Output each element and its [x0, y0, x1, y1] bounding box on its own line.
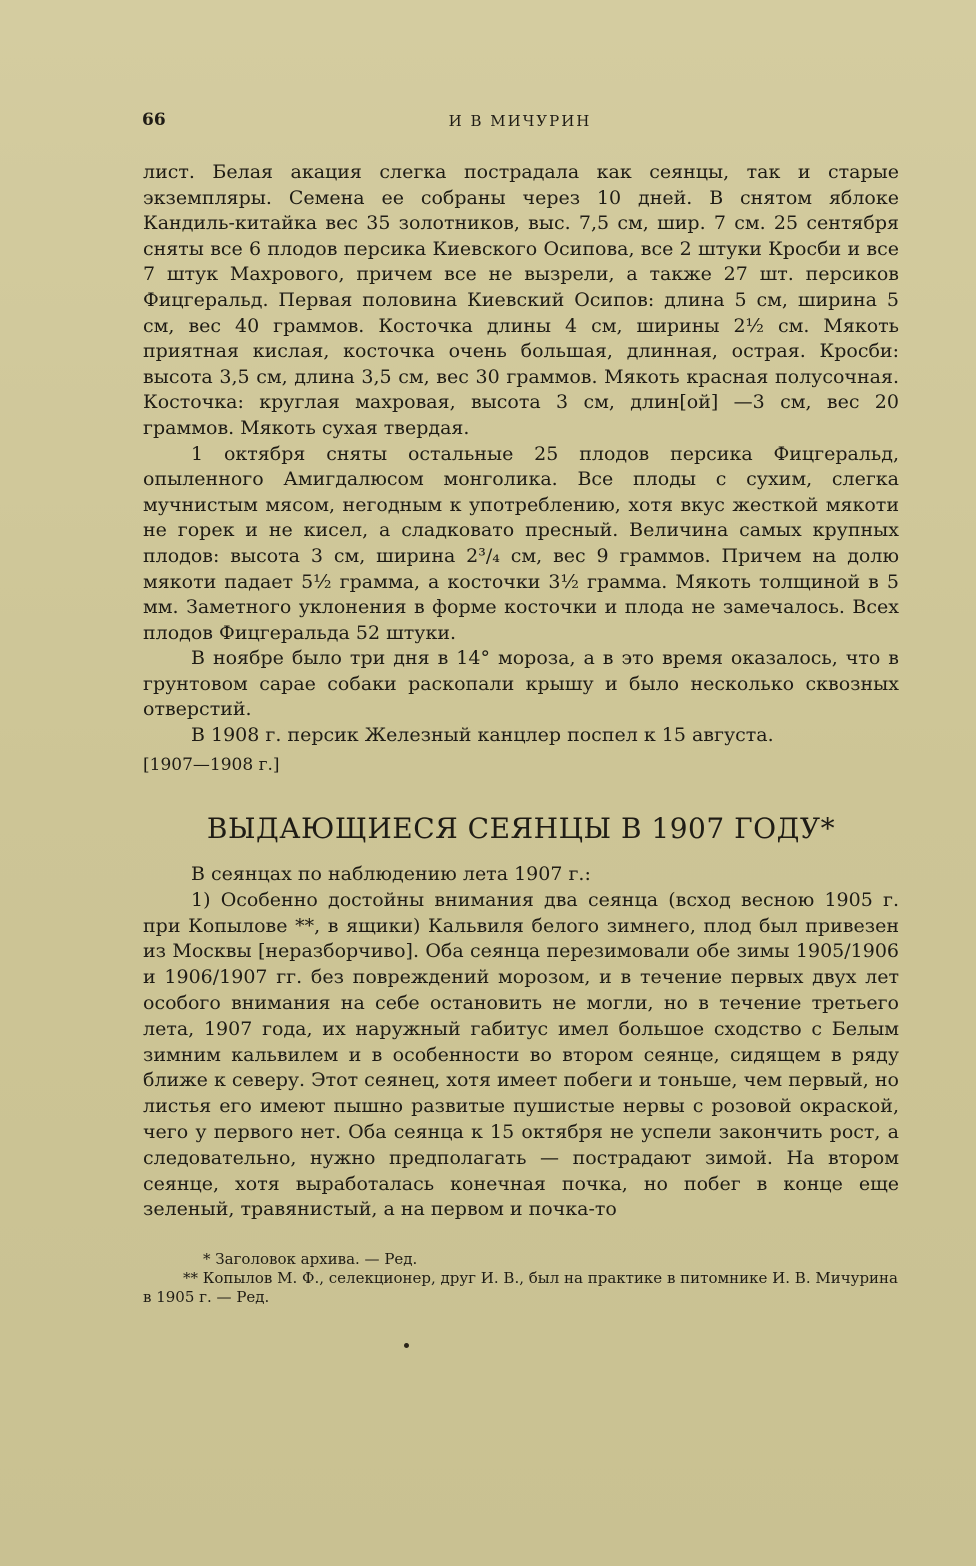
section-title: ВЫДАЮЩИЕСЯ СЕЯНЦЫ В 1907 ГОДУ*: [206, 812, 836, 845]
paragraph: лист. Белая акация слегка пострадала как сеянцы, так и старые экземпляры. Семена ее собраны через 10 дней. В снятом яблоке Кандиль-китайка вес 35 золотников, выс. 7,5 см, шир. 7 см. 25 сентября сняты все 6 плодов персика Киевского Осипова, все 2 штуки Кросби и все 7 штук Махрового, причем все не вызрели, а также 27 шт. персиков Фицгеральд. Первая половина Киевский Осипов: длина 5 см, ширина 5 см, вес 40 граммов. Косточка длины 4 см, ширины 2½ см. Мякоть приятная кислая, косточка очень большая, длинная, острая. Кросби: высота 3,5 см, длина 3,5 см, вес 30 граммов. Мякоть красная полусочная. Косточка: круглая махровая, высота 3 см, длин[ой] —3 см, вес 20 граммов. Мякоть сухая твердая.: [143, 161, 899, 439]
text-block-2: [143, 862, 899, 1223]
footnote: ** Копылов М. Ф., селекционер, друг И. В., был на практике в питомнике И. В. Мичурина в 1905 г. — Ред.: [143, 1269, 898, 1306]
page-number: 66: [142, 110, 166, 130]
paragraph: В 1908 г. персик Железный канцлер поспел к 15 августа.: [191, 724, 774, 747]
page-header: [140, 110, 900, 140]
paragraph: 1 октября сняты остальные 25 плодов персика Фицгеральд, опыленного Амигдалюсом монголика. Все плоды с сухим, слегка мучнистым мясом, негодным к употреблению, хотя вкус жесткой мякоти не горек и не кисел, а сладковато пресный. Величина самых крупных плодов: высота 3 см, ширина 2³/₄ см, вес 9 граммов. Причем на долю мякоти падает 5½ грамма, а косточки 3½ грамма. Мякоть толщиной в 5 мм. Заметного уклонения в форме косточки и плода не замечалось. Всех плодов Фицгеральда 52 штуки.: [143, 442, 899, 644]
text-block-1: [143, 160, 899, 778]
footnotes: [143, 1250, 899, 1307]
paragraph: В сеянцах по наблюдению лета 1907 г.:: [191, 863, 591, 885]
paragraph: 1) Особенно достойны внимания два сеянца (всход весною 1905 г. при Копылове **, в ящики) Кальвиля белого зимнего, плод был привезен из Москвы [неразборчиво]. Оба сеянца перезимовали обе зимы 1905/1906 и 1906/1907 гг. без повреждений морозом, и в течение первых двух лет особого внимания на себе остановить не могли, но в течение третьего лета, 1907 года, их наружный габитус имел большое сходство с Белым зимним кальвилем и в особенности во втором сеянце, сидящем в ряду ближе к северу. Этот сеянец, хотя имеет побеги и тоньше, чем первый, но листья его имеют пышно развитые пушистые нервы с розовой окраской, чего у первого нет. Оба сеянца к 15 октября не успели закончить рост, а следовательно, нужно предполагать — пострадают зимой. На втором сеянце, хотя выработалась конечная почка, но побег в конце еще зеленый, травянистый, а на первом и почка-то: [143, 888, 899, 1221]
running-title: И В МИЧУРИН: [448, 112, 592, 130]
ink-dot: [404, 1343, 409, 1348]
footnote: * Заголовок архива. — Ред.: [203, 1250, 418, 1268]
date-note: [1907—1908 г.]: [143, 754, 280, 775]
paragraph: В ноябре было три дня в 14° мороза, а в это время оказалось, что в грунтовом сарае собаки раскопали крышу и было несколько сквозных отверстий.: [143, 647, 899, 721]
